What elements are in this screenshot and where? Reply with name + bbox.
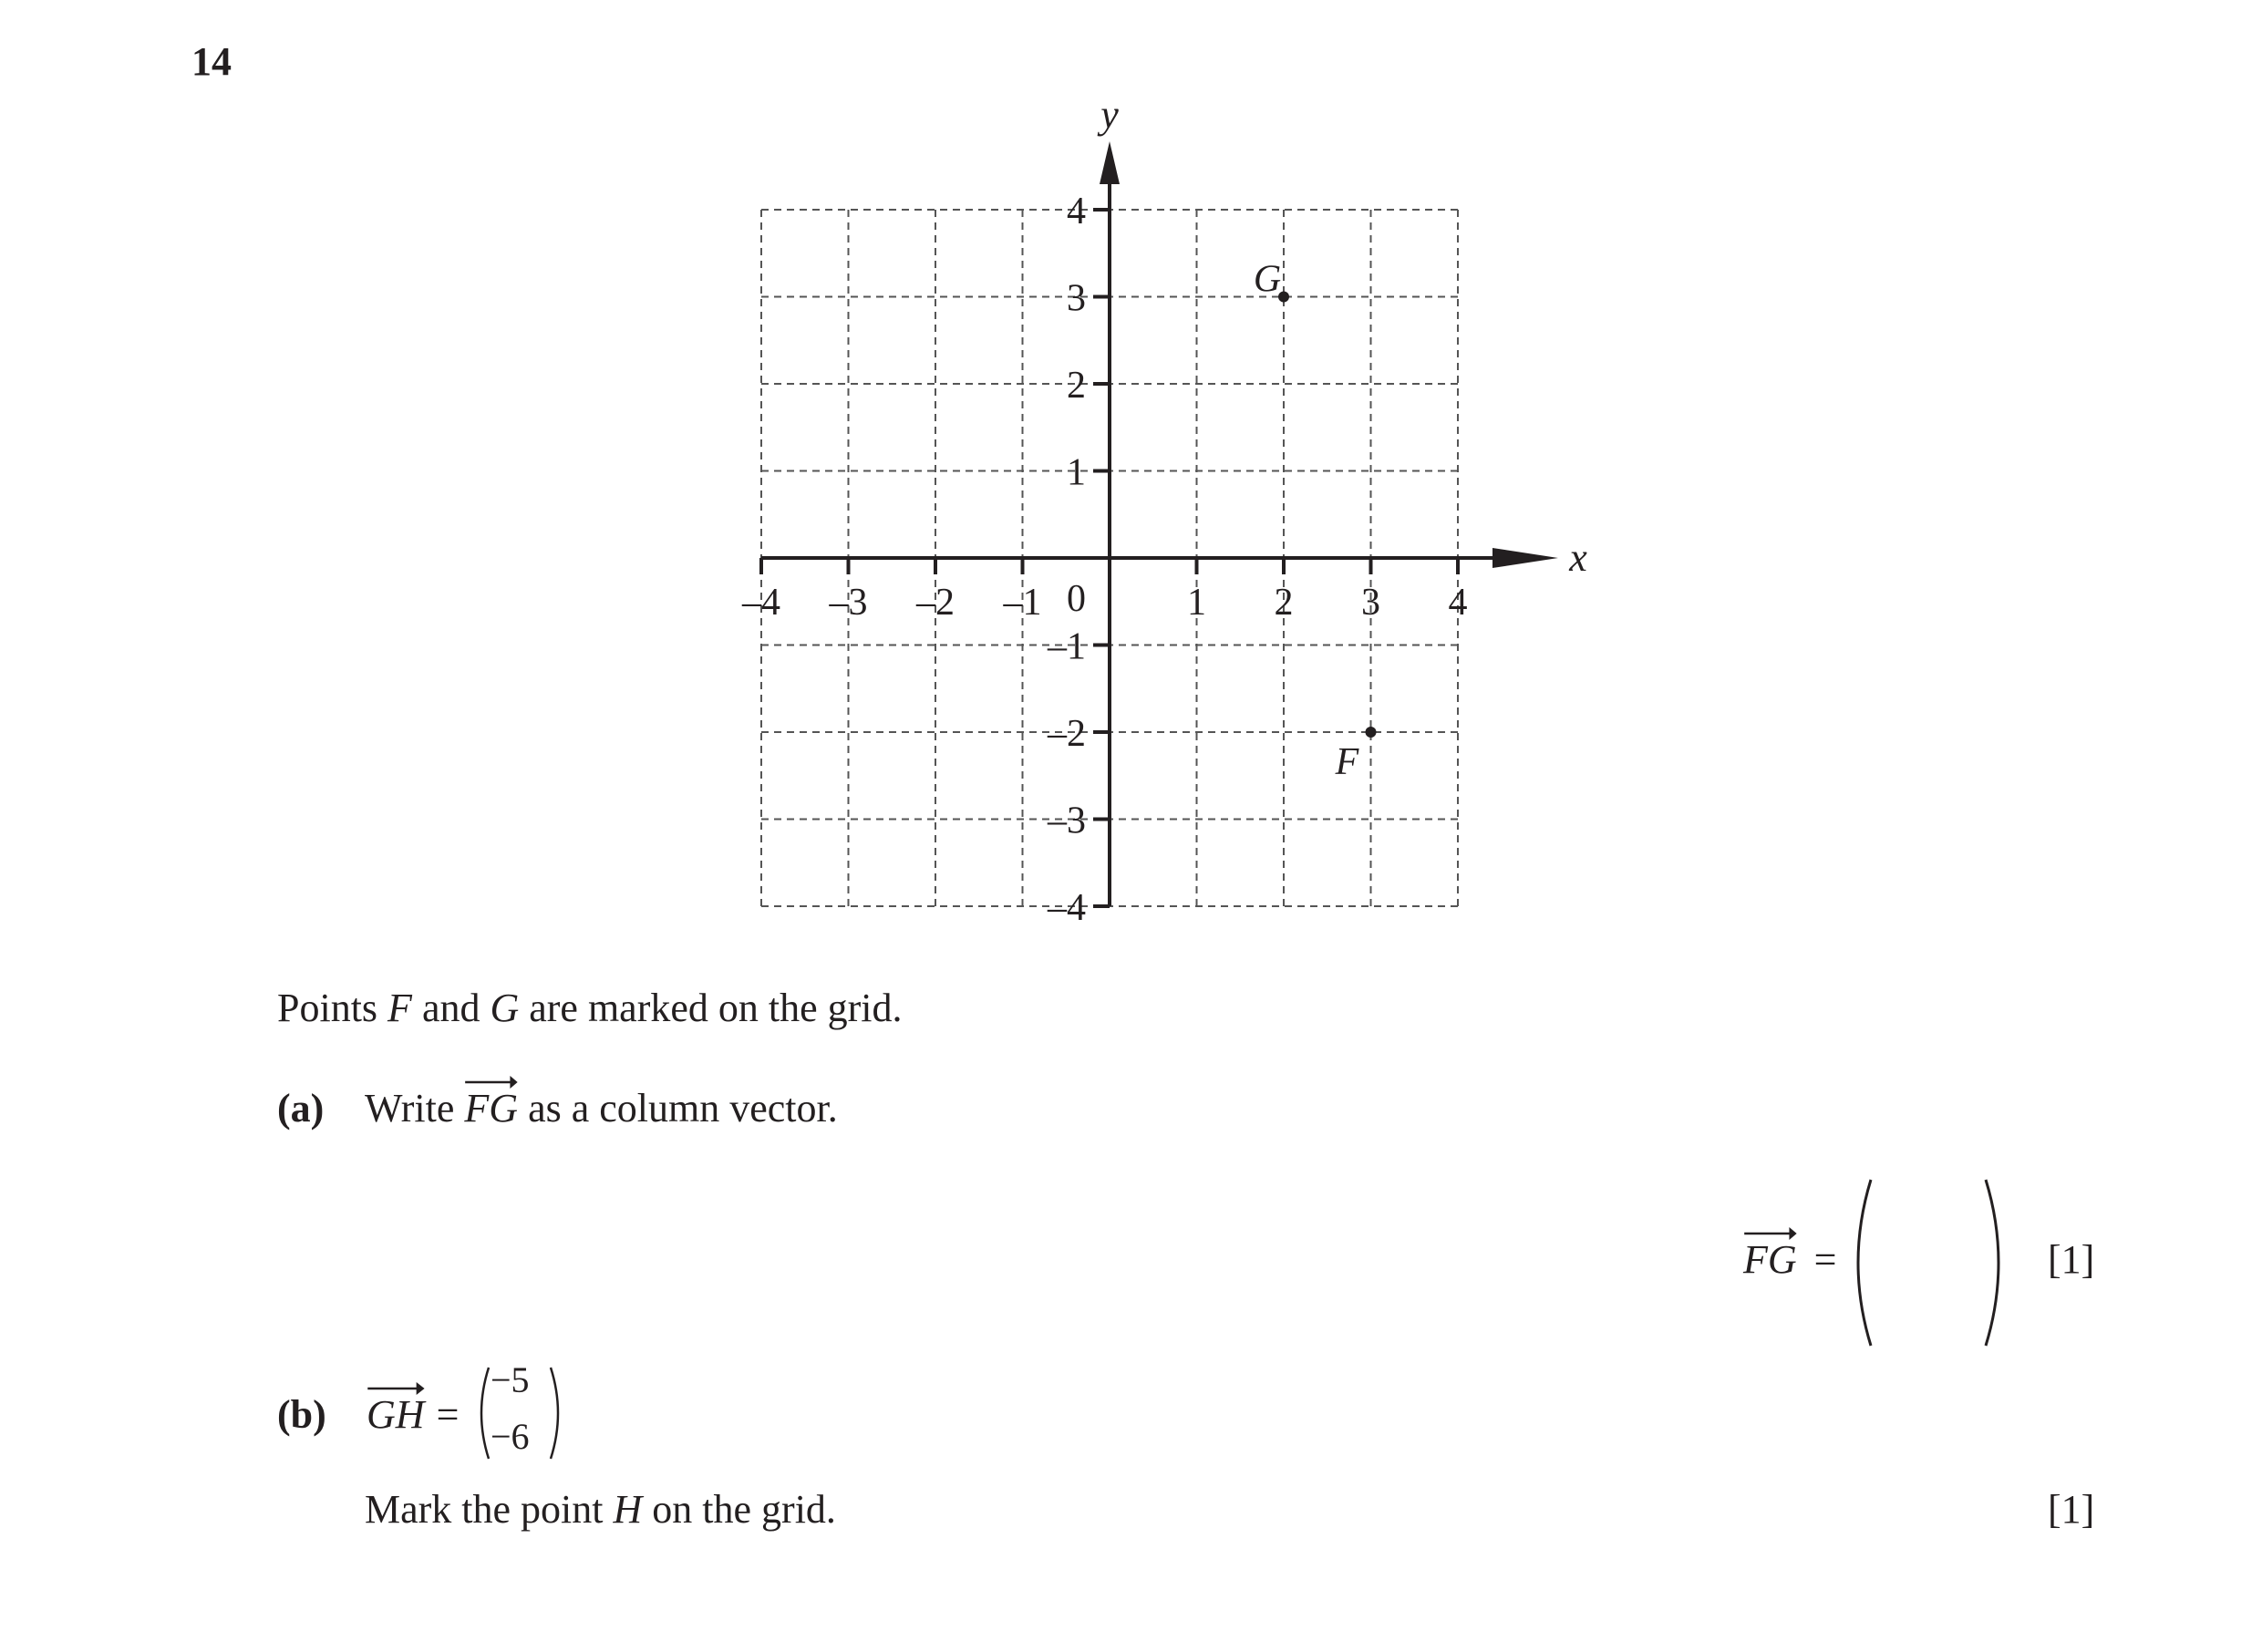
intro-sentence — [277, 988, 903, 1028]
part-b-label: (b) — [277, 1392, 326, 1437]
y-tick-label: –1 — [1048, 625, 1086, 668]
intro-point-f: F — [387, 986, 412, 1030]
x-axis-arrow-icon — [1493, 548, 1558, 568]
y-axis-label: y — [1100, 92, 1119, 137]
x-axis-label: x — [1569, 535, 1587, 580]
origin-label: 0 — [1067, 578, 1086, 620]
part-b-question — [365, 1487, 836, 1532]
axes — [761, 141, 1558, 906]
plotted-points — [1254, 259, 1377, 784]
vector-arrow-icon — [1743, 1225, 1797, 1240]
tick-labels — [741, 92, 1587, 929]
equals-sign-b: = — [436, 1392, 460, 1437]
part-a-label: (a) — [277, 1086, 325, 1131]
part-b-marks: [1] — [2048, 1487, 2095, 1532]
equals-sign: = — [1813, 1237, 1837, 1282]
intro-text-1: Points — [277, 986, 388, 1030]
answer-a-label — [1743, 1237, 1837, 1282]
part-b-text-2: on the grid. — [642, 1487, 836, 1532]
intro-text-3: are marked on the grid. — [519, 986, 903, 1030]
y-tick-label: 4 — [1067, 191, 1086, 232]
y-axis-arrow-icon — [1100, 141, 1120, 184]
column-vector-top: −5 — [491, 1359, 530, 1400]
intro-text-2: and — [411, 986, 491, 1030]
y-tick-label: 3 — [1067, 277, 1086, 320]
y-tick-label: –2 — [1048, 713, 1086, 755]
column-vector-bottom: −6 — [491, 1416, 530, 1457]
y-tick-label: –4 — [1048, 887, 1086, 929]
vector-arrow-icon — [464, 1074, 518, 1089]
part-b-point-h: H — [613, 1487, 643, 1532]
x-tick-label: –2 — [916, 582, 955, 624]
y-tick-label: 2 — [1067, 365, 1086, 407]
x-tick-label: 1 — [1187, 582, 1206, 624]
x-tick-label: 4 — [1448, 582, 1468, 624]
vector-arrow-icon — [367, 1380, 425, 1395]
point-label-g: G — [1253, 258, 1282, 301]
vector-gh: GH — [367, 1395, 425, 1435]
x-tick-label: –3 — [829, 582, 868, 624]
x-tick-label: –4 — [742, 582, 780, 624]
intro-point-g: G — [490, 986, 520, 1030]
part-a-question — [365, 1086, 838, 1131]
point-f — [1366, 727, 1377, 738]
part-b-vector-gh — [367, 1392, 460, 1437]
point-label-f: F — [1335, 741, 1359, 783]
question-number: 14 — [191, 39, 232, 84]
y-tick-label: –3 — [1048, 800, 1086, 842]
part-b-text-1: Mark the point — [365, 1487, 614, 1532]
y-tick-label: 1 — [1067, 451, 1086, 494]
part-a-marks: [1] — [2048, 1237, 2095, 1282]
part-a-text-2: as a column vector. — [518, 1086, 838, 1131]
vector-fg: FG — [464, 1089, 518, 1129]
x-tick-label: –1 — [1003, 582, 1042, 624]
x-tick-label: 2 — [1274, 582, 1294, 624]
x-tick-label: 3 — [1361, 582, 1380, 624]
vector-fg-answer: FG — [1743, 1240, 1797, 1280]
answer-column-vector-box[interactable] — [1851, 1176, 2033, 1349]
part-a-text-1: Write — [365, 1086, 465, 1131]
